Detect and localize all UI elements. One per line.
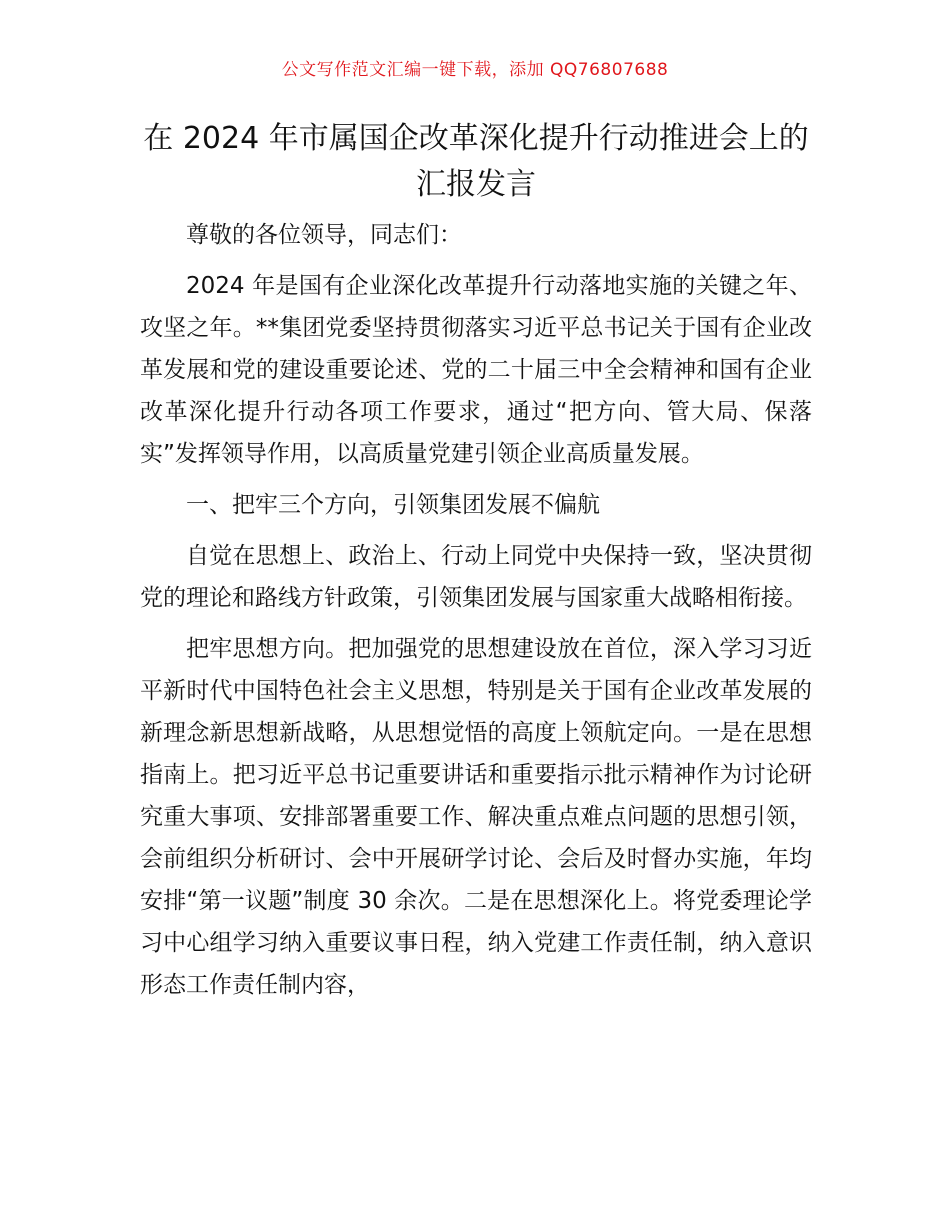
document-body bbox=[140, 214, 812, 1015]
document-title: 在 2024 年市属国企改革深化提升行动推进会上的汇报发言 bbox=[143, 121, 809, 202]
salutation-paragraph: 尊敬的各位领导，同志们： bbox=[186, 222, 462, 248]
download-notice: 公文写作范文汇编一键下载，添加 QQ76807688 bbox=[281, 60, 669, 80]
section-intro-paragraph: 自觉在思想上、政治上、行动上同党中央保持一致，坚决贯彻党的理论和路线方针政策，引领集团发展与国家重大战略相衔接。 bbox=[140, 543, 812, 611]
section-heading: 一、把牢三个方向，引领集团发展不偏航 bbox=[186, 492, 600, 518]
content-paragraph: 把牢思想方向。把加强党的思想建设放在首位，深入学习习近平新时代中国特色社会主义思想，特别是关于国有企业改革发展的新理念新思想新战略，从思想觉悟的高度上领航定向。一是在思想指南上。把习近平总书记重要讲话和重要指示批示精神作为讨论研究重大事项、安排部署重要工作、解决重点难点问题的思想引领，会前组织分析研讨、会中开展研学讨论、会后及时督办实施，年均安排“第一议题”制度 30 余次。二是在思想深化上。将党委理论学习中心组学习纳入重要议事日程，纳入党建工作责任制，纳入意识形态工作责任制内容， bbox=[140, 636, 812, 998]
intro-paragraph: 2024 年是国有企业深化改革提升行动落地实施的关键之年、攻坚之年。**集团党委坚持贯彻落实习近平总书记关于国有企业改革发展和党的建设重要论述、党的二十届三中全会精神和国有企业改革深化提升行动各项工作要求，通过“把方向、管大局、保落实”发挥领导作用，以高质量党建引领企业高质量发展。 bbox=[140, 273, 812, 467]
